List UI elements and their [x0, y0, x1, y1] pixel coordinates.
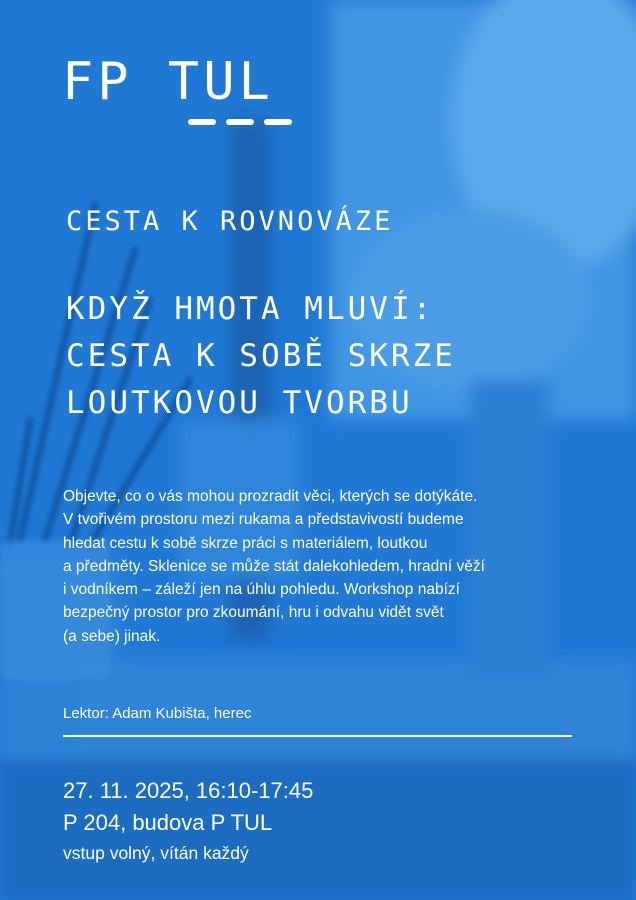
description-line: a předměty. Sklenice se může stát dalekohledem, hradní věží	[63, 557, 485, 575]
description-line: i vodníkem – záleží jen na úhlu pohledu. Workshop nabízí	[63, 581, 460, 599]
event-subtitle: CESTA K ROVNOVÁZE	[66, 206, 394, 237]
lecturer-info: Lektor: Adam Kubišta, herec	[63, 705, 252, 722]
description-line: bezpečný prostor pro zkoumání, hru i odvahu vidět svět	[63, 604, 444, 622]
description-line: hledat cestu k sobě skrze práci s materiálem, loutkou	[63, 534, 428, 552]
description-line: Objevte, co o vás mohou prozradit věci, kterých se dotýkáte.	[63, 488, 478, 505]
description-line: (a sebe) jinak.	[63, 627, 161, 645]
event-title	[66, 286, 456, 427]
title-line: LOUTKOVOU TVORBU	[66, 385, 413, 421]
title-line: CESTA K SOBĚ SKRZE	[66, 338, 456, 374]
event-description	[63, 485, 583, 648]
title-line: KDYŽ HMOTA MLUVÍ:	[66, 291, 435, 327]
faculty-logo: FP TUL	[62, 52, 274, 112]
event-entry: vstup volný, vítán každý	[63, 843, 249, 863]
event-place: P 204, budova P TUL	[63, 810, 273, 835]
divider	[63, 735, 572, 737]
description-line: V tvořivém prostoru mezi rukama a představivostí budeme	[63, 511, 464, 529]
event-datetime: 27. 11. 2025, 16:10-17:45	[63, 778, 314, 803]
